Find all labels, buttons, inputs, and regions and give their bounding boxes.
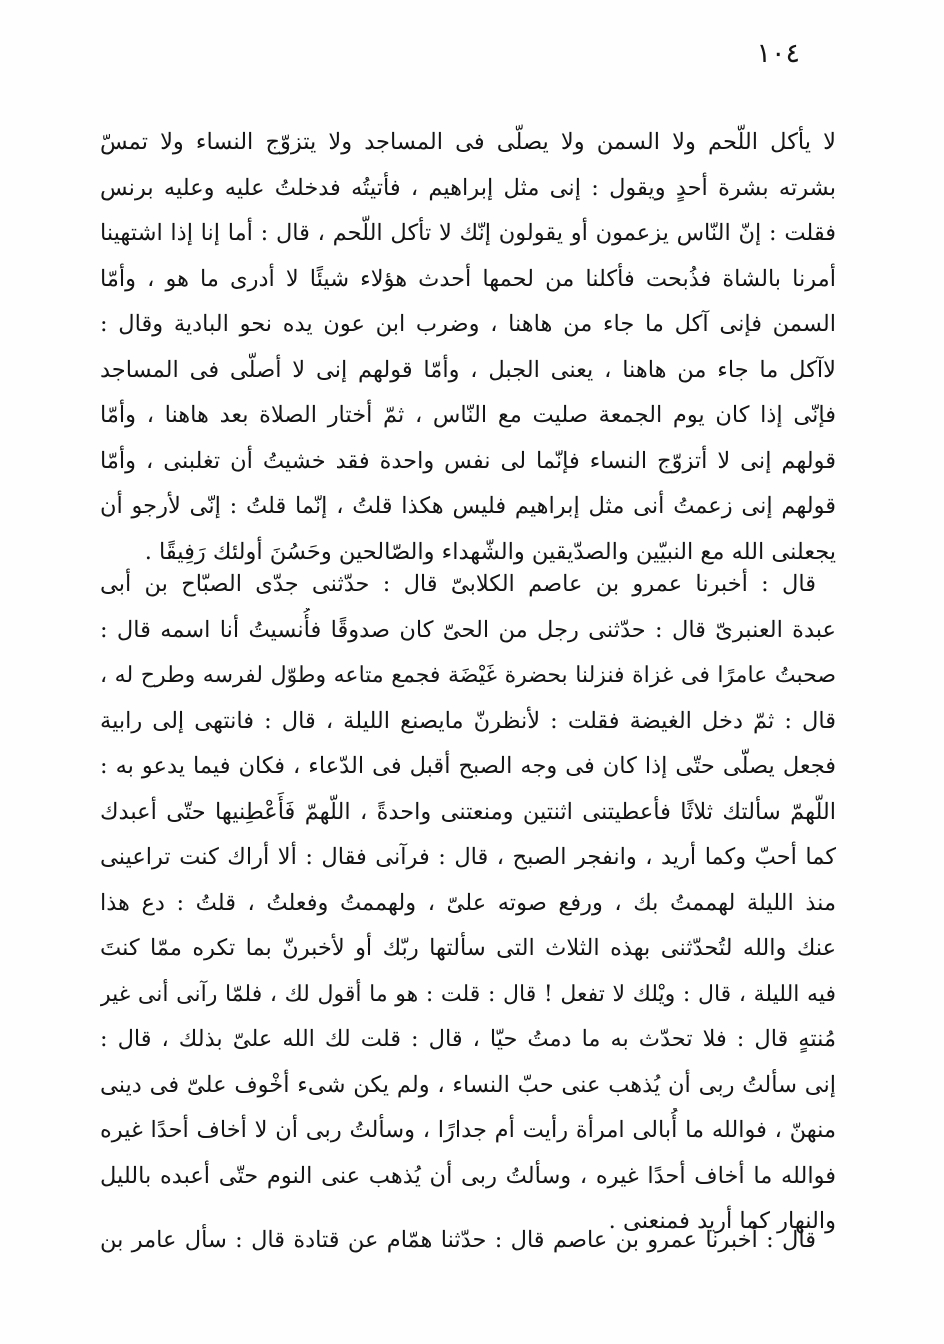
text-line: فيه الليلة ، قال : ويْلك لا تفعل ! قال : قلت : هو ما أقول لك ، فلمّا رآنى أنى غير: [100, 981, 836, 1007]
text-line: فجعل يصلّى حتّى إذا كان فى وجه الصبح أقبل فى الدّعاء ، فكان فيما يدعو به :: [100, 753, 836, 779]
text-line: أمرنا بالشاة فذُبحت فأكلنا من لحمها أحدث هؤلاء شيئًا لا أدرى ما هو ، وأمّا: [100, 265, 836, 292]
text-line: السمن فإنى آكل ما جاء من هاهنا ، وضرب ابن عون يده نحو البادية وقال :: [100, 311, 836, 337]
text-line: والنهار كما أريد فمنعنى .: [608, 1208, 836, 1234]
text-line: لاآكل ما جاء من هاهنا ، يعنى الجبل ، وأمّا قولهم إنى لا أصلّى فى المساجد: [100, 356, 836, 383]
text-line: منذ الليلة لهممتُ بك ، ورفع صوته علىّ ، ولهممتُ وفعلتُ ، قلتُ : دع هذا: [100, 889, 836, 916]
text-line: لا يأكل اللّحم ولا السمن ولا يصلّى فى المساجد ولا يتزوّج النساء ولا تمسّ: [100, 129, 836, 155]
text-line: عبدة العنبرىّ قال : حدّثنى رجل من الحىّ كان صدوقًا فأُنسيتُ أنا اسمه قال :: [100, 616, 836, 643]
text-line: قال : أخبرنا عمرو بن عاصم قال : حدّثنا همّام عن قتادة قال : سأل عامر بن: [100, 1227, 816, 1253]
paragraph-1: [100, 120, 836, 575]
text-line: كما أحبّ وكما أريد ، وانفجر الصبح ، قال : فرآنى فقال : ألا أراك كنت تراعينى: [100, 844, 836, 870]
text-line: فوالله ما أخاف أحدًا غيره ، وسألتُ ربى أن يُذهب عنى النوم حتّى أعبده بالليل: [100, 1162, 836, 1189]
text-line: مُنتهٍ قال : فلا تحدّث به ما دمتُ حيّا ، قال : قلت لك الله علىّ بذلك ، قال :: [100, 1026, 836, 1052]
page-number: ١٠٤: [756, 38, 800, 69]
text-line: قال : أخبرنا عمرو بن عاصم الكلابىّ قال : حدّثنى جدّى الصبّاح بن أبى: [100, 571, 816, 597]
text-line: قال : ثمّ دخل الغيضة فقلت : لأنظرنّ مايصنع الليلة ، قال : فانتهى إلى رابية: [100, 707, 836, 734]
paragraph-2: [100, 562, 836, 1245]
text-line: قولهم إنى لا أتزوّج النساء فإنّما لى نفس واحدة فقد خشيتُ أن تغلبنى ، وأمّا: [100, 447, 836, 474]
text-line: منهنّ ، فوالله ما أُبالى امرأة رأيت أم جدارًا ، وسألتُ ربى أن لا أخاف أحدًا غيره: [100, 1117, 836, 1143]
text-line: فقلت : إنّ النّاس يزعمون أو يقولون إنّك لا تأكل اللّحم ، قال : أما إنا إذا اشتهينا: [100, 220, 836, 246]
text-line: فإنّى إذا كان يوم الجمعة صليت مع النّاس ، ثمّ أختار الصلاة بعد هاهنا ، وأمّا: [100, 402, 836, 428]
text-line: بشرته بشرة أحدٍ ويقول : إنى مثل إبراهيم ، فأتيتُه فدخلتُ عليه وعليه برنس: [100, 174, 836, 201]
text-line: قولهم إنى زعمتُ أنى مثل إبراهيم فليس هكذا قلتُ ، إنّما قلتُ : إنّى لأرجو أن: [100, 493, 836, 519]
text-line: إنى سألتُ ربى أن يُذهب عنى حبّ النساء ، ولم يكن شىء أخْوف علىّ فى دينى: [100, 1071, 836, 1098]
text-line: صحبتُ عامرًا فى غزاة فنزلنا بحضرة غَيْضَة فجمع متاعه وطوّل لفرسه وطرح له ،: [100, 663, 836, 688]
text-line: اللّهمّ سألتك ثلاثًا فأعطيتنى اثنتين ومنعتنى واحدةً ، اللّهمّ فَأَعْطِنيها حتّى أعبدك: [100, 798, 836, 825]
text-line: عنك والله لتُحدّثنى بهذه الثلاث التى سألتها ربّك أو لأخبرنّ بما تكره ممّا كنتَ: [100, 935, 836, 961]
text-line: يجعلنى الله مع النبيّين والصدّيقين والشّهداء والصّالحين وحَسُنَ أولئك رَفِيقًا .: [144, 538, 836, 565]
paragraph-3: [100, 1218, 836, 1264]
